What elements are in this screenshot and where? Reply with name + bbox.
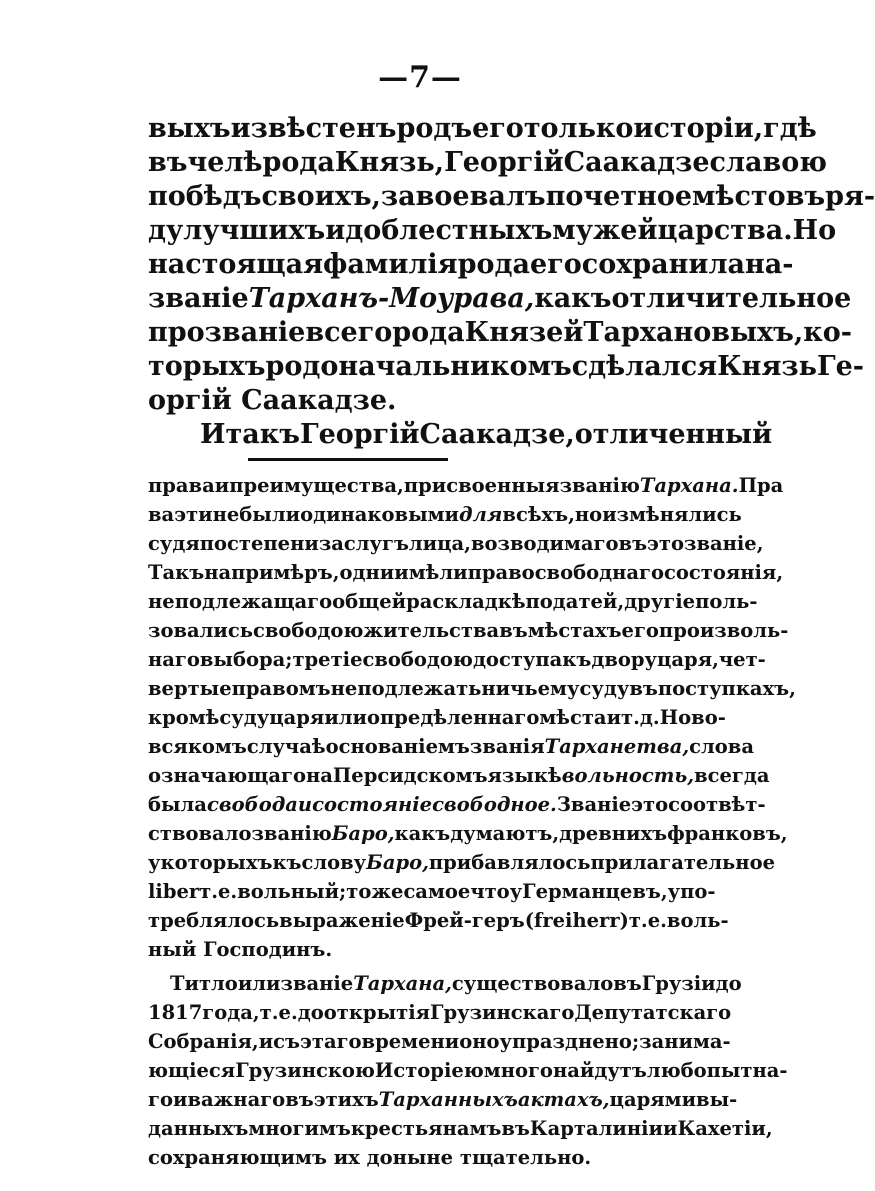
text-line: Титло или званіе Тархана, существовало въ Грузіи до: [170, 972, 742, 995]
text-line: ющіеся Грузинскою Исторіею много найдутъ любопытна-: [148, 1059, 788, 1082]
text-line: не подлежащаго общей раскладкѣ податей, другіе поль-: [148, 590, 758, 613]
text-line: званіе Тарханъ-Моурава, какъ отличительное: [148, 283, 852, 314]
text-line: сохраняющимъ их доныне тщательно.: [148, 1146, 592, 1169]
text-line: ду лучшихъ и доблестныхъ мужей царства. Но: [148, 215, 837, 246]
text-line: liber т. е. вольный; тоже самое что у Германцевъ, упо-: [148, 880, 716, 903]
footnote-separator: [248, 458, 448, 461]
text-line: И такъ Георгій Саакадзе, отличенный: [200, 419, 773, 450]
text-line: зовались свободою жительства въ мѣстахъ его произволь-: [148, 619, 789, 642]
text-line: го и важнаго въ этихъ Тарханныхъ актахъ, царями вы-: [148, 1088, 738, 1111]
text-line: данныхъ многимъ крестьянамъ въ Карталиніи и Кахетіи,: [148, 1117, 773, 1140]
text-line: въ челѣ рода Князь, Георгій Саакадзе славою: [148, 147, 827, 178]
text-line: всякомъ случаѣ основаніемъ званія Тарханетва, слова: [148, 735, 754, 758]
text-line: прозваніе всего рода Князей Тархановыхъ, ко-: [148, 317, 852, 348]
text-line: вертые правомъ не подлежать ничьему суду въ поступкахъ,: [148, 677, 796, 700]
text-line: у которыхъ къ слову Баро, прибавлялось прилагательное: [148, 851, 775, 874]
text-line: означающаго на Персидскомъ языкѣ вольность, всегда: [148, 764, 770, 787]
text-line: побѣдъ своихъ,завоевалъ почетное мѣсто въ ря-: [148, 181, 875, 212]
text-line: Такъ напримѣръ, одни имѣли право свободнаго состоянія,: [148, 561, 784, 584]
text-line: треблялось выраженіе Фрей-геръ (frei herr) т. е. воль-: [148, 909, 729, 932]
page-number: —7—: [378, 60, 462, 95]
text-line: 1817 года, т. е. до открытія Грузинскаго Депутатскаго: [148, 1001, 732, 1024]
text-line: судя по степени заслугъ лица, возводимаго въ это званіе,: [148, 532, 764, 555]
text-line: оргій Саакадзе.: [148, 385, 397, 416]
text-line: настоящая фамилія рода его сохранила на-: [148, 249, 794, 280]
text-line: кромѣ суду царя или опредѣленнаго мѣста и т. д. Но во-: [148, 706, 726, 729]
text-line: ный Господинъ.: [148, 938, 333, 961]
text-line: торыхъ родоначальникомъ сдѣлался Князь Ге-: [148, 351, 864, 382]
text-line: ва эти небыли одинаковыми для всѣхъ, но измѣнялись: [148, 503, 742, 526]
text-line: выхъ извѣстенъ родъ его только исторіи, гдѣ: [148, 113, 817, 144]
text-line: права и преимущества, присвоенныя званію Тархана. Пра: [148, 474, 784, 497]
text-line: была свобода и состояніе свободное. Званіе это соотвѣт-: [148, 793, 766, 816]
text-line: наго выбора; третіе свободою доступа къ двору царя, чет-: [148, 648, 766, 671]
text-line: Собранія, и съ этаго времени оно упразднено; занима-: [148, 1030, 731, 1053]
text-line: ствовало званію Баро, какъ думаютъ, древнихъ франковъ,: [148, 822, 788, 845]
